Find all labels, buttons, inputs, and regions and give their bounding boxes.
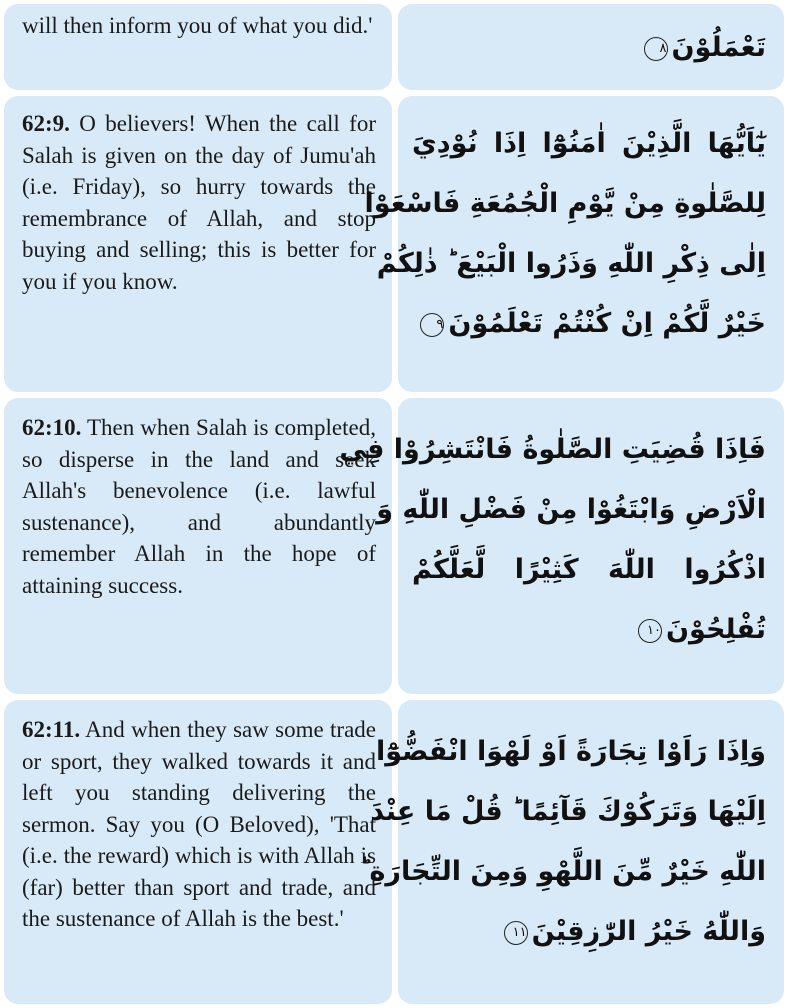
translation-text xyxy=(22,10,376,42)
translation-text xyxy=(22,412,376,601)
arabic-line: فَاِذَا قُضِيَتِ الصَّلٰوةُ فَانْتَشِرُوْا فِي xyxy=(339,434,766,465)
verse-row-62-9 xyxy=(0,96,788,392)
translation-cell xyxy=(4,398,392,694)
verse-ref: 62:11. xyxy=(22,717,81,742)
verse-end-marker: ١٠ xyxy=(638,619,662,643)
verse-end-marker: ١١ xyxy=(504,921,528,945)
arabic-line: اذْكُرُوا اللّٰهَ كَثِيْرًا لَّعَلَّكُمْ xyxy=(412,554,766,585)
arabic-line: وَاِذَا رَاَوْا تِجَارَةً اَوْ لَهْوَا انْفَضُّوْٓا xyxy=(376,736,766,767)
translation-body: O believers! When the call for Salah is given on the day of Jumu'ah (i.e. Friday), so hurry towards the remembrance of Allah, and stop buying and selling; this is better for you if you know. xyxy=(22,111,376,294)
arabic-cell xyxy=(360,700,784,1004)
translation-cell xyxy=(4,96,392,392)
arabic-line: يٰٓاَيُّهَا الَّذِيْنَ اٰمَنُوْٓا اِذَا نُوْدِيَ xyxy=(412,128,766,159)
arabic-cell xyxy=(398,4,784,90)
translation-cell xyxy=(4,4,392,90)
arabic-cell xyxy=(364,96,784,392)
arabic-line: اللّٰهِ خَيْرٌ مِّنَ اللَّهْوِ وَمِنَ التِّجَارَةِ ؕ xyxy=(360,856,766,887)
translation-body: will then inform you of what you did.' xyxy=(22,13,373,38)
arabic-line: وَاللّٰهُ خَيْرُ الرّٰزِقِيْنَ١١ xyxy=(412,902,766,962)
verse-ref: 62:10. xyxy=(22,415,82,440)
verse-end-marker: ٨ xyxy=(644,37,668,61)
translation-body: And when they saw some trade or sport, they walked towards it and left you standing delivering the sermon. Say you (O Beloved), 'That (i.e. the reward) which is with Allah is (far) better than sport and trade, and the sustenance of Allah is the best.' xyxy=(22,717,376,931)
arabic-line: لِلصَّلٰوةِ مِنْ يَّوْمِ الْجُمُعَةِ فَاسْعَوْا xyxy=(364,188,766,219)
verse-row-62-8-end xyxy=(0,4,788,90)
translation-text xyxy=(22,714,376,935)
arabic-cell xyxy=(339,398,784,694)
verse-ref: 62:9. xyxy=(22,111,70,136)
translation-cell xyxy=(4,700,392,1004)
arabic-line: الْاَرْضِ وَابْتَغُوْا مِنْ فَضْلِ اللّٰهِ وَ xyxy=(376,494,766,525)
translation-text xyxy=(22,108,376,297)
verse-row-62-11 xyxy=(0,700,788,1004)
verse-end-marker: ٩ xyxy=(420,313,444,337)
arabic-line: تُفْلِحُوْنَ١٠ xyxy=(412,600,766,660)
arabic-line: اِلَيْهَا وَتَرَكُوْكَ قَآئِمًا ؕ قُلْ مَا عِنْدَ xyxy=(370,796,766,827)
arabic-line: خَيْرٌ لَّكُمْ اِنْ كُنْتُمْ تَعْلَمُوْنَ٩ xyxy=(412,294,766,354)
arabic-line: اِلٰى ذِكْرِ اللّٰهِ وَذَرُوا الْبَيْعَ ؕ ذٰلِكُمْ xyxy=(376,248,766,279)
verse-row-62-10 xyxy=(0,398,788,694)
translation-body: Then when Salah is completed, so disperse in the land and seek Allah's benevolence (i.e. lawful sustenance), and abundantly remember Allah in the hope of attaining success. xyxy=(22,415,376,598)
arabic-line: تَعْمَلُوْنَ٨ xyxy=(412,18,766,78)
